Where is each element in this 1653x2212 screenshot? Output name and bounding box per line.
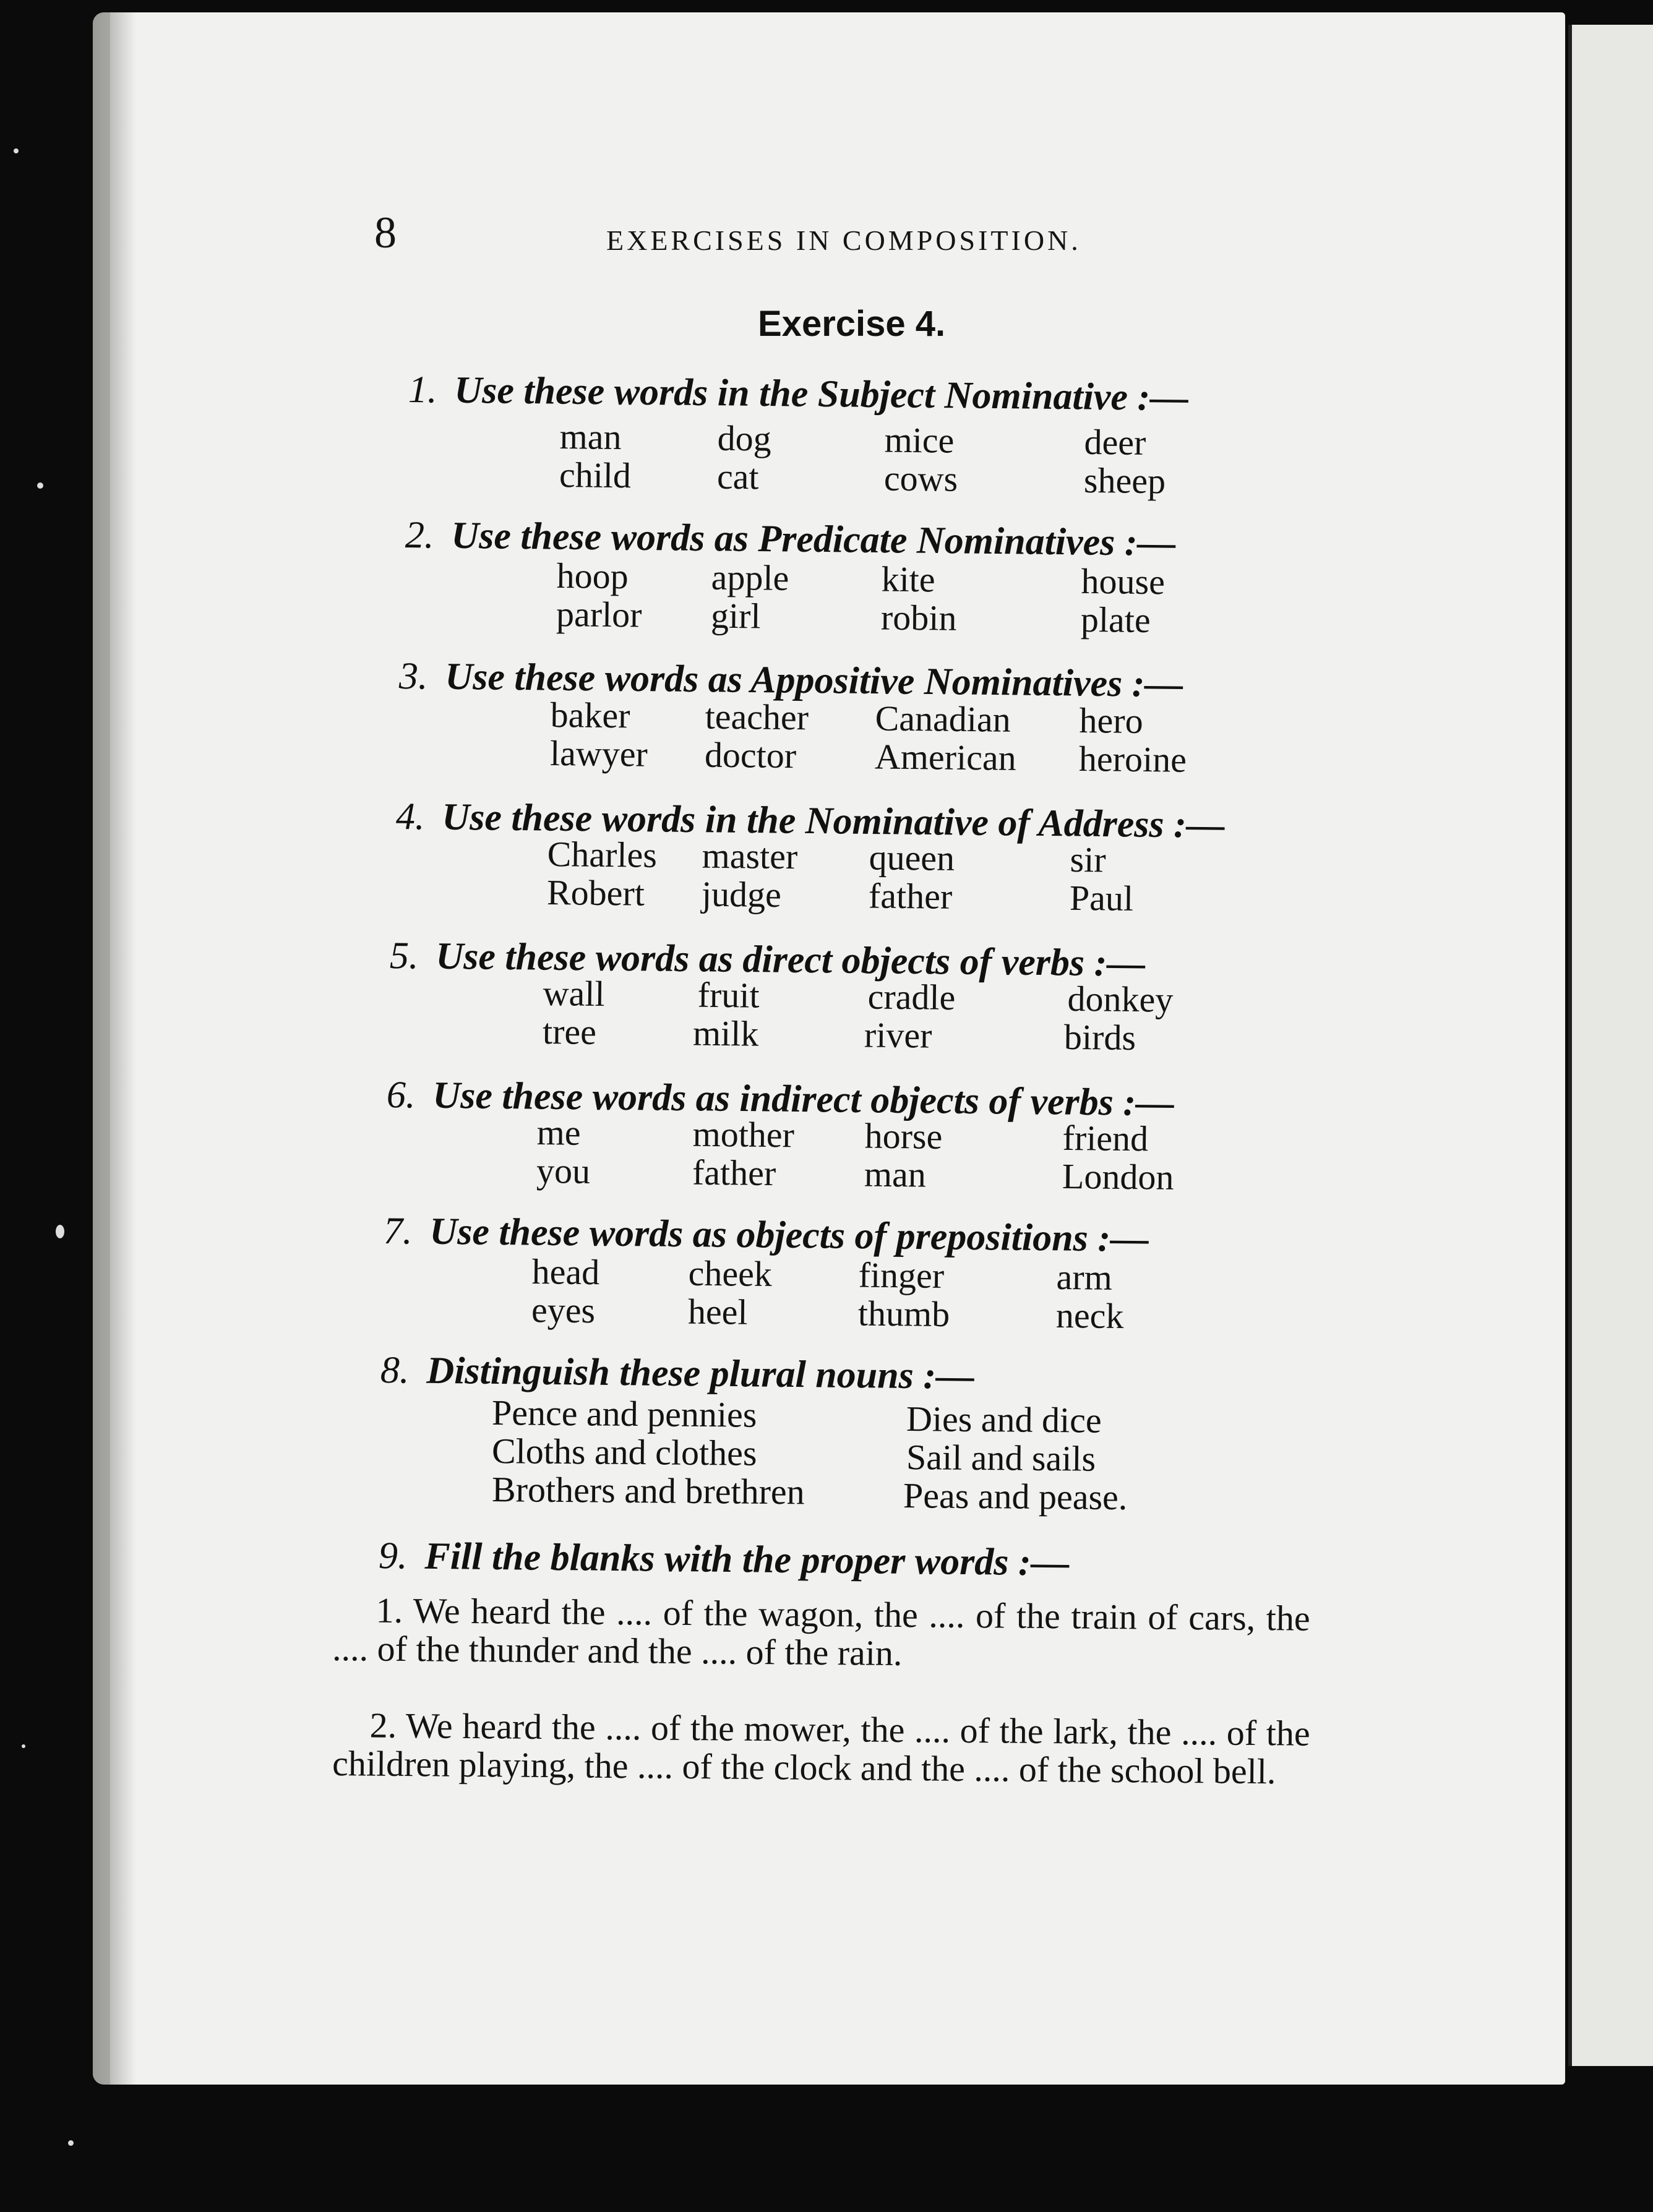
- word: river: [864, 1014, 932, 1056]
- word: milk: [692, 1013, 759, 1054]
- word: sir: [1070, 839, 1106, 880]
- word: Charles: [547, 834, 658, 875]
- word: you: [536, 1150, 591, 1191]
- plural-pair-left-2: Cloths and clothes: [491, 1431, 757, 1473]
- word: queen: [869, 837, 955, 878]
- word: Paul: [1069, 877, 1134, 919]
- word: heel: [687, 1291, 748, 1332]
- word: master: [702, 835, 798, 877]
- word: donkey: [1067, 978, 1174, 1020]
- word: neck: [1055, 1295, 1124, 1337]
- item-number-2: 2.: [405, 514, 434, 557]
- instruction-text-2: Use these words as Predicate Nominatives :—: [451, 514, 1176, 565]
- word: tree: [542, 1011, 597, 1052]
- word: head: [531, 1251, 600, 1293]
- page-number: 8: [374, 208, 397, 257]
- word: Canadian: [875, 698, 1011, 740]
- word: man: [864, 1154, 927, 1195]
- dust-speck: [37, 482, 43, 489]
- word: American: [874, 736, 1017, 778]
- instruction-5: [390, 934, 1146, 986]
- word: father: [692, 1152, 776, 1194]
- instruction-text-5: Use these words as direct objects of verbs :—: [436, 935, 1146, 985]
- word: parlor: [556, 593, 642, 635]
- word: horse: [864, 1115, 943, 1157]
- word: baker: [550, 695, 630, 736]
- word: doctor: [704, 734, 797, 776]
- word: hoop: [556, 555, 629, 597]
- instruction-2: [405, 513, 1176, 565]
- running-head: EXERCISES IN COMPOSITION.: [606, 225, 1081, 256]
- word: hero: [1079, 700, 1144, 742]
- word: Robert: [546, 872, 645, 914]
- dust-speck: [14, 148, 19, 153]
- plural-pair-left-3: Brothers and brethren: [491, 1469, 805, 1512]
- instruction-1: [408, 368, 1189, 420]
- word: lawyer: [549, 732, 648, 774]
- word: arm: [1056, 1256, 1113, 1298]
- word: deer: [1084, 421, 1146, 463]
- item-number-8: 8.: [380, 1349, 410, 1392]
- fill-blank-paragraph-1: 1. We heard the .... of the wagon, the .... of the train of cars, the .... of the thunder and the .... of the rain.: [332, 1590, 1310, 1674]
- word: thumb: [857, 1293, 950, 1335]
- instruction-text-3: Use these words as Appositive Nominatives :—: [445, 655, 1183, 706]
- word: house: [1081, 560, 1166, 602]
- instruction-text-6: Use these words as indirect objects of verbs :—: [432, 1074, 1175, 1125]
- item-number-4: 4.: [395, 795, 425, 838]
- word: mother: [692, 1113, 795, 1155]
- word: London: [1062, 1155, 1174, 1198]
- word: finger: [858, 1254, 945, 1296]
- instruction-text-9: Fill the blanks with the proper words :—: [424, 1535, 1070, 1584]
- instruction-text-8: Distinguish these plural nouns :—: [426, 1349, 975, 1398]
- item-number-9: 9.: [378, 1535, 408, 1577]
- instruction-text-7: Use these words as objects of prepositions :—: [429, 1210, 1149, 1260]
- word: cat: [716, 456, 759, 497]
- plural-pair-left-1: Pence and pennies: [491, 1392, 757, 1435]
- instruction-8: [380, 1348, 975, 1399]
- plural-pair-right-3: Peas and pease.: [903, 1475, 1128, 1518]
- word: dog: [717, 418, 772, 459]
- plural-pair-right-1: Dies and dice: [906, 1399, 1102, 1441]
- fill-blank-paragraph-2: 2. We heard the .... of the mower, the .... of the lark, the .... of the children playing, the .... of the clock and the .... of the school bell.: [332, 1705, 1310, 1792]
- word: wall: [543, 973, 605, 1014]
- word: mice: [884, 419, 955, 461]
- word: child: [559, 454, 632, 496]
- item-number-6: 6.: [386, 1074, 416, 1117]
- word: plate: [1080, 599, 1151, 641]
- word: apple: [711, 557, 789, 598]
- word: robin: [880, 597, 957, 638]
- word: cheek: [688, 1253, 773, 1295]
- dust-speck: [22, 1744, 25, 1748]
- instruction-text-1: Use these words in the Subject Nominative :—: [454, 369, 1189, 419]
- instruction-text-4: Use these words in the Nominative of Address :—: [442, 795, 1226, 847]
- word: heroine: [1078, 738, 1187, 780]
- exercise-heading: Exercise 4.: [758, 304, 946, 344]
- dust-speck: [68, 2140, 74, 2146]
- item-number-1: 1.: [408, 369, 437, 411]
- word: birds: [1063, 1016, 1136, 1058]
- word: eyes: [531, 1289, 596, 1331]
- word: fruit: [697, 974, 760, 1016]
- word: teacher: [705, 696, 809, 738]
- word: friend: [1062, 1117, 1149, 1159]
- item-number-3: 3.: [398, 655, 428, 698]
- word: cradle: [867, 976, 956, 1018]
- item-number-5: 5.: [389, 935, 419, 977]
- instruction-9: [379, 1534, 1070, 1585]
- word: girl: [710, 595, 761, 637]
- word: sheep: [1083, 460, 1166, 502]
- dust-speck: [56, 1225, 64, 1238]
- word: judge: [701, 873, 782, 915]
- word: cows: [883, 458, 958, 499]
- plural-pair-right-2: Sail and sails: [906, 1437, 1096, 1479]
- word: kite: [881, 559, 935, 600]
- word: me: [536, 1112, 581, 1153]
- word: man: [559, 416, 622, 458]
- word: father: [868, 875, 953, 917]
- item-number-7: 7.: [383, 1210, 413, 1253]
